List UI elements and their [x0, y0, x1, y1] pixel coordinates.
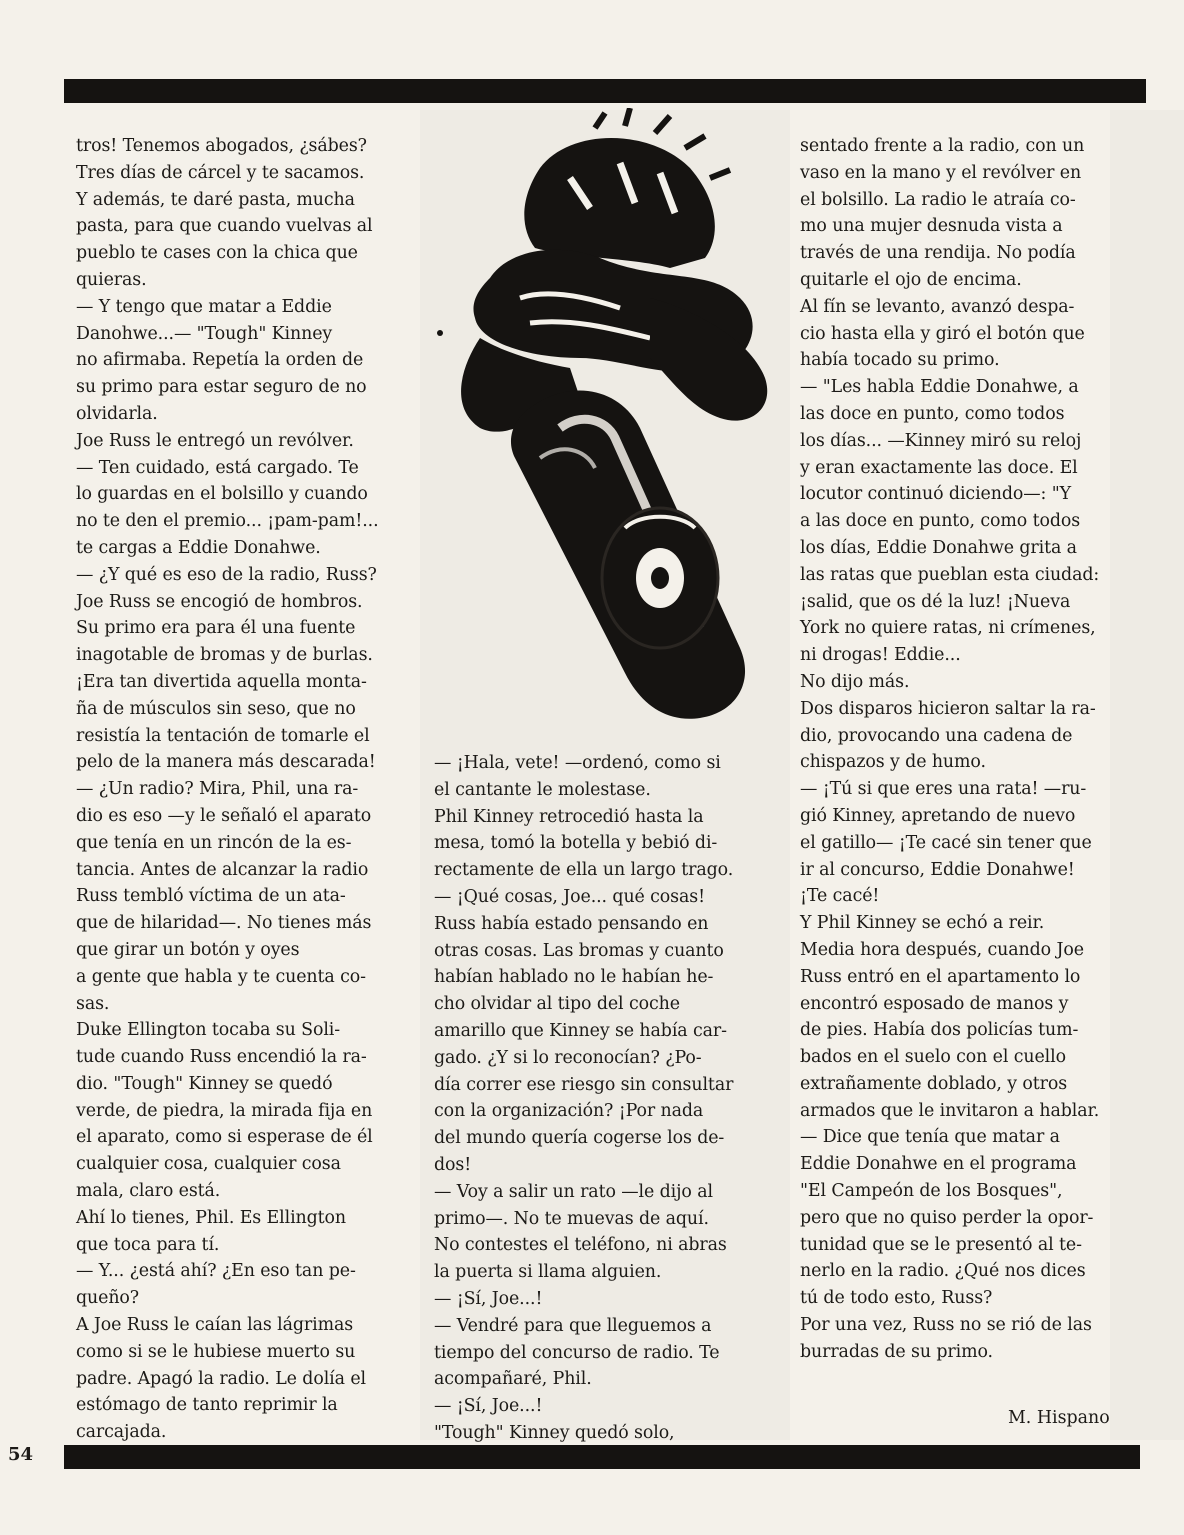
- text-line: vaso en la mano y el revólver en: [800, 162, 1082, 183]
- text-line: la puerta si llama alguien.: [434, 1262, 662, 1283]
- text-line: través de una rendija. No podía: [800, 243, 1076, 264]
- text-line: mala, claro está.: [76, 1181, 221, 1202]
- text-line: ¡salid, que os dé la luz! ¡Nueva: [800, 591, 1071, 612]
- text-line: día correr ese riesgo sin consultar: [434, 1074, 734, 1095]
- fist-with-radio-illustration: [420, 108, 790, 733]
- text-line: A Joe Russ le caían las lágrimas: [76, 1315, 354, 1336]
- text-line: del mundo quería cogerse los de-: [434, 1128, 725, 1149]
- text-line: armados que le invitaron a hablar.: [800, 1100, 1100, 1121]
- text-line: — Y... ¿está ahí? ¿En eso tan pe-: [76, 1261, 356, 1282]
- text-line: ¡Te cacé!: [800, 886, 880, 907]
- text-line: rectamente de ella un largo trago.: [434, 860, 734, 881]
- text-line: Al fín se levanto, avanzó despa-: [800, 296, 1075, 317]
- text-line: Joe Russ se encogió de hombros.: [76, 591, 363, 612]
- text-line: verde, de piedra, la mirada fija en: [76, 1100, 373, 1121]
- text-line: Phil Kinney retrocedió hasta la: [434, 806, 704, 827]
- text-line: como si se le hubiese muerto su: [76, 1341, 356, 1362]
- text-line: — ¡Sí, Joe...!: [434, 1288, 543, 1309]
- text-line: los días, Eddie Donahwe grita a: [800, 537, 1077, 558]
- text-line: con la organización? ¡Por nada: [434, 1101, 704, 1122]
- text-line: habían hablado no le habían he-: [434, 967, 714, 988]
- text-line: extrañamente doblado, y otros: [800, 1073, 1068, 1094]
- text-line: mo una mujer desnuda vista a: [800, 216, 1063, 237]
- text-line: cho olvidar al tipo del coche: [434, 994, 680, 1015]
- text-line: dio es eso —y le señaló el aparato: [76, 805, 372, 826]
- text-line: — Dice que tenía que matar a: [800, 1127, 1060, 1148]
- text-line: que de hilaridad—. No tienes más: [76, 913, 372, 934]
- text-line: ni drogas! Eddie...: [800, 645, 961, 666]
- text-line: resistía la tentación de tomarle el: [76, 725, 370, 746]
- text-line: pueblo te cases con la chica que: [76, 243, 358, 264]
- text-line: ña de músculos sin seso, que no: [76, 698, 356, 719]
- text-line: tude cuando Russ encendió la ra-: [76, 1047, 367, 1068]
- text-line: — ¡Sí, Joe...!: [434, 1396, 543, 1417]
- text-line: dos!: [434, 1154, 472, 1175]
- text-line: tunidad que se le presentó al te-: [800, 1234, 1082, 1255]
- text-line: estómago de tanto reprimir la: [76, 1395, 338, 1416]
- text-line: tros! Tenemos abogados, ¿sábes?: [76, 136, 367, 156]
- text-line: No dijo más.: [800, 671, 910, 692]
- text-line: quitarle el ojo de encima.: [800, 269, 1022, 290]
- text-line: Eddie Donahwe en el programa: [800, 1154, 1077, 1175]
- text-line: Duke Ellington tocaba su Soli-: [76, 1020, 341, 1041]
- text-line: amarillo que Kinney se había car-: [434, 1020, 727, 1041]
- text-line: No contestes el teléfono, ni abras: [434, 1235, 727, 1256]
- text-line: el aparato, como si esperase de él: [76, 1127, 373, 1148]
- text-column-middle: [434, 750, 774, 1447]
- text-line: lo guardas en el bolsillo y cuando: [76, 484, 368, 505]
- text-line: había tocado su primo.: [800, 350, 1000, 371]
- text-line: primo—. No te muevas de aquí.: [434, 1208, 709, 1229]
- text-line: pero que no quiso perder la opor-: [800, 1207, 1094, 1228]
- text-line: acompañaré, Phil.: [434, 1369, 592, 1390]
- text-line: carcajada.: [76, 1422, 167, 1443]
- text-line: Media hora después, cuando Joe: [800, 939, 1084, 960]
- text-line: — ¿Y qué es eso de la radio, Russ?: [76, 564, 377, 585]
- text-line: las ratas que pueblan esta ciudad:: [800, 564, 1100, 585]
- page-number: 54: [8, 1444, 34, 1465]
- text-line: que toca para tí.: [76, 1234, 220, 1255]
- text-line: olvidarla.: [76, 403, 158, 424]
- text-line: — ¡Tú si que eres una rata! —ru-: [800, 779, 1087, 800]
- text-line: nerlo en la radio. ¿Qué nos dices: [800, 1261, 1086, 1282]
- text-line: Russ tembló víctima de un ata-: [76, 886, 346, 907]
- text-line: Russ había estado pensando en: [434, 913, 709, 934]
- text-line: ir al concurso, Eddie Donahwe!: [800, 859, 1075, 880]
- text-line: Su primo era para él una fuente: [76, 618, 356, 639]
- text-line: encontró esposado de manos y: [800, 993, 1069, 1014]
- text-line: el bolsillo. La radio le atraía co-: [800, 189, 1076, 210]
- text-line: sentado frente a la radio, con un: [800, 136, 1085, 156]
- text-line: Ahí lo tienes, Phil. Es Ellington: [76, 1207, 347, 1228]
- text-line: padre. Apagó la radio. Le dolía el: [76, 1368, 366, 1389]
- text-line: "Tough" Kinney quedó solo,: [434, 1422, 675, 1443]
- text-line: — Voy a salir un rato —le dijo al: [434, 1181, 713, 1202]
- text-line: las doce en punto, como todos: [800, 403, 1065, 424]
- text-line: Dos disparos hicieron saltar la ra-: [800, 698, 1096, 719]
- text-line: — Ten cuidado, está cargado. Te: [76, 457, 359, 478]
- text-line: de pies. Había dos policías tum-: [800, 1020, 1079, 1041]
- text-line: Tres días de cárcel y te sacamos.: [76, 162, 365, 183]
- text-line: Russ entró en el apartamento lo: [800, 966, 1081, 987]
- text-line: quieras.: [76, 269, 147, 290]
- text-line: pelo de la manera más descarada!: [76, 752, 376, 773]
- text-line: sas.: [76, 993, 110, 1014]
- text-line: los días... —Kinney miró su reloj: [800, 430, 1082, 451]
- text-line: dio. "Tough" Kinney se quedó: [76, 1073, 333, 1094]
- text-line: te cargas a Eddie Donahwe.: [76, 537, 321, 558]
- text-line: su primo para estar seguro de no: [76, 377, 367, 398]
- text-line: que tenía en un rincón de la es-: [76, 832, 352, 853]
- text-line: que girar un botón y oyes: [76, 939, 300, 960]
- top-rule: [64, 79, 1146, 103]
- text-line: "El Campeón de los Bosques",: [800, 1181, 1063, 1202]
- text-column-right: [800, 133, 1140, 1366]
- text-line: — "Les habla Eddie Donahwe, a: [800, 377, 1079, 398]
- text-line: York no quiere ratas, ni crímenes,: [800, 618, 1096, 639]
- text-line: Joe Russ le entregó un revólver.: [76, 430, 354, 451]
- text-line: burradas de su primo.: [800, 1341, 993, 1362]
- text-line: no afirmaba. Repetía la orden de: [76, 350, 364, 371]
- bottom-rule: [64, 1445, 1140, 1469]
- text-line: inagotable de bromas y de burlas.: [76, 645, 373, 666]
- text-line: dio, provocando una cadena de: [800, 725, 1073, 746]
- text-line: a gente que habla y te cuenta co-: [76, 966, 366, 987]
- text-line: Por una vez, Russ no se rió de las: [800, 1315, 1092, 1336]
- text-line: cualquier cosa, cualquier cosa: [76, 1154, 341, 1175]
- text-line: cio hasta ella y giró el botón que: [800, 323, 1085, 344]
- text-column-left: [76, 133, 412, 1446]
- text-line: — ¡Qué cosas, Joe... qué cosas!: [434, 886, 705, 907]
- text-line: el gatillo— ¡Te cacé sin tener que: [800, 832, 1092, 853]
- text-line: a las doce en punto, como todos: [800, 511, 1081, 532]
- text-line: tú de todo esto, Russ?: [800, 1288, 993, 1309]
- text-line: y eran exactamente las doce. El: [800, 457, 1078, 478]
- text-line: gado. ¿Y si lo reconocían? ¿Po-: [434, 1047, 702, 1068]
- author-signature: M. Hispano: [1008, 1408, 1110, 1428]
- text-line: mesa, tomó la botella y bebió di-: [434, 833, 718, 854]
- text-line: — Vendré para que lleguemos a: [434, 1315, 712, 1336]
- text-line: — ¡Hala, vete! —ordenó, como si: [434, 753, 721, 773]
- text-line: Y Phil Kinney se echó a reir.: [800, 913, 1045, 934]
- text-line: ¡Era tan divertida aquella monta-: [76, 671, 367, 692]
- text-line: chispazos y de humo.: [800, 752, 986, 773]
- text-line: otras cosas. Las bromas y cuanto: [434, 940, 724, 961]
- text-line: locutor continuó diciendo—: "Y: [800, 484, 1071, 505]
- text-line: bados en el suelo con el cuello: [800, 1047, 1066, 1068]
- text-line: gió Kinney, apretando de nuevo: [800, 805, 1076, 826]
- text-line: — Y tengo que matar a Eddie: [76, 296, 332, 317]
- text-line: pasta, para que cuando vuelvas al: [76, 216, 373, 237]
- text-line: tiempo del concurso de radio. Te: [434, 1342, 720, 1363]
- text-line: Danohwe...— "Tough" Kinney: [76, 323, 333, 344]
- text-line: queño?: [76, 1288, 140, 1309]
- text-line: tancia. Antes de alcanzar la radio: [76, 859, 369, 880]
- text-line: Y además, te daré pasta, mucha: [76, 189, 355, 210]
- text-line: el cantante le molestase.: [434, 779, 651, 800]
- text-line: no te den el premio... ¡pam-pam!...: [76, 511, 379, 532]
- text-line: — ¿Un radio? Mira, Phil, una ra-: [76, 779, 359, 800]
